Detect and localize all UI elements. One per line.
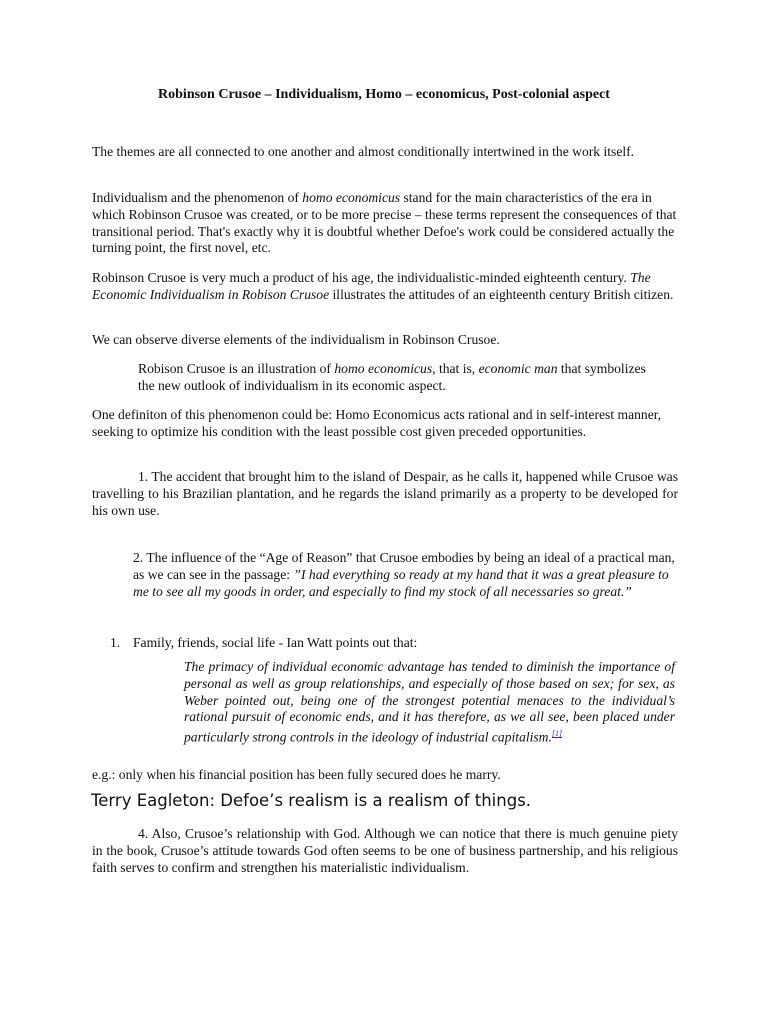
footnote-link[interactable]: [1] xyxy=(551,729,563,739)
paragraph-diverse-elements: We can observe diverse elements of the individualism in Robinson Crusoe. xyxy=(92,332,500,347)
quote-text: The primacy of individual economic advantage has tended to diminish the importance of personal as well as group relationships, and especially of those based on sex; for sex, as Weber pointed out, being one of the strongest potential menaces to the individual’s rational pursuit of economic ends, and it has therefore, as we all see, been placed under particularly strong controls in the ideology of industrial capitalism. xyxy=(184,659,675,745)
paragraph-definition: One definiton of this phenomenon could be: Homo Economicus acts rational and in self-interest manner, seeking to optimize his condition with the least possible cost given preceded opportunities. xyxy=(92,407,662,439)
italic-term: economic man xyxy=(478,361,558,376)
italic-term: homo economicus xyxy=(334,361,433,376)
list-number: 1. xyxy=(110,635,121,650)
section-heading: Terry Eagleton: Defoe’s realism is a realism of things. xyxy=(91,791,532,810)
text-run: Individualism and the phenomenon of xyxy=(92,190,303,205)
paragraph-point-1: 1. The accident that brought him to the island of Despair, as he calls it, happened while Crusoe was travelling to his Brazilian plantation, and he regards the island primarily as a property to be developed for his own use. xyxy=(92,469,678,518)
paragraph-product-of-age xyxy=(92,270,678,304)
numbered-item xyxy=(110,635,670,652)
paragraph-example: e.g.: only when his financial position has been fully secured does he marry. xyxy=(92,767,501,782)
text-run: that symbolizes the new outlook of individualism in its economic aspect. xyxy=(138,361,646,393)
italic-quote: ”I had everything so ready at my hand that it was a great pleasure to me to see all my goods in order, and especially to find my stock of all necessaries so great.” xyxy=(133,566,669,599)
list-text: Family, friends, social life - Ian Watt points out that: xyxy=(133,635,418,650)
text-run: Robison Crusoe is an illustration of xyxy=(138,361,335,376)
text-run: Robinson Crusoe is very much a product of his age, the individualistic-minded eighteenth century. xyxy=(92,270,631,285)
text-run: illustrates the attitudes of an eighteenth century British citizen. xyxy=(329,286,674,302)
paragraph-themes: The themes are all connected to one another and almost conditionally intertwined in the work itself. xyxy=(92,144,635,159)
paragraph-point-2 xyxy=(133,550,678,600)
text-run: , that is, xyxy=(432,361,479,376)
block-quote-watt xyxy=(184,659,675,747)
document-title: Robinson Crusoe – Individualism, Homo – economicus, Post-colonial aspect xyxy=(158,87,610,102)
text-run: 2. The influence of the “Age of Reason” that Crusoe embodies by being an ideal of a practical man, as we can see in the passage: xyxy=(133,550,675,582)
paragraph-point-4: 4. Also, Crusoe’s relationship with God. Although we can notice that there is much genuine piety in the book, Crusoe’s attitude towards God often seems to be one of business partnership, and his religious faith serves to confirm and strengthen his materialistic individualism. xyxy=(92,826,678,875)
text-run: stand for the main characteristics of the era in which Robinson Crusoe was created, or to be more precise – these terms represent the consequences of that transitional period. That's exactly why it is doubtful whether Defoe's work could be considered actually the turning point, the first novel, etc. xyxy=(92,190,677,256)
italic-term: homo economicus xyxy=(302,190,401,205)
paragraph-illustration xyxy=(138,361,648,395)
italic-title: The Economic Individualism in Robison Crusoe xyxy=(92,270,651,302)
paragraph-individualism xyxy=(92,190,678,257)
